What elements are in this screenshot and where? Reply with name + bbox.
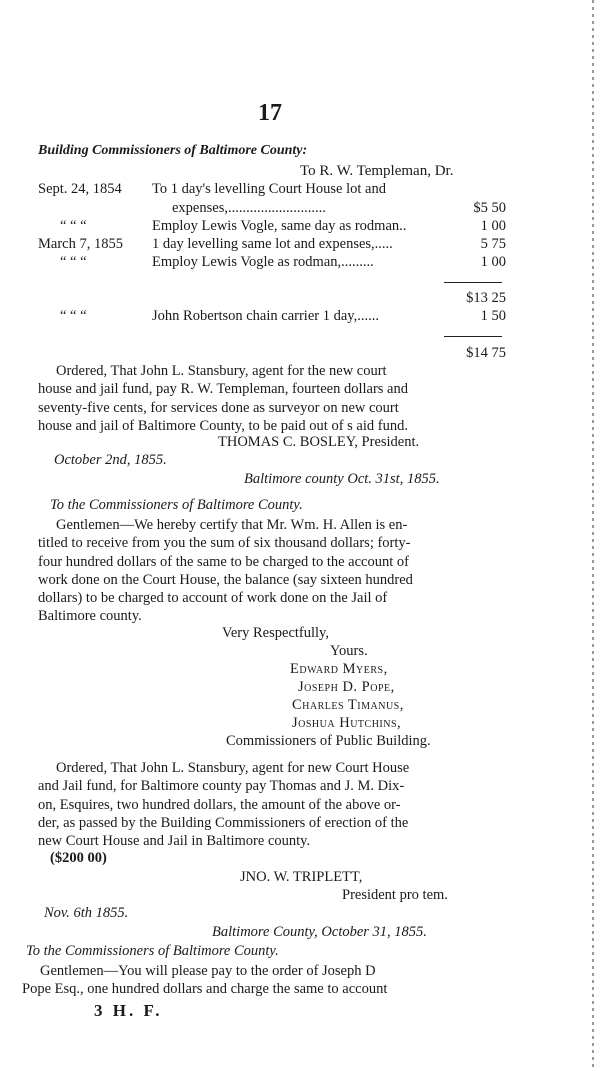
letter2-salutation: To the Commissioners of Baltimore County. [26, 943, 279, 959]
letter-line: Pope Esq., one hundred dollars and charge the same to account [22, 981, 388, 998]
letter-line: dollars) to be charged to account of work done on the Jail of [38, 590, 388, 607]
letter1-closing-yours: Yours. [330, 643, 368, 659]
ledger-text: 1 day levelling same lot and expenses,..... [152, 236, 393, 252]
letter1-dateline: Baltimore county Oct. 31st, 1855. [244, 471, 440, 487]
ledger-rule [444, 336, 502, 337]
order-line: house and jail of Baltimore County, to be paid out of s aid fund. [38, 417, 408, 434]
letter-line: Gentlemen—You will please pay to the order of Joseph D [40, 963, 376, 979]
order-line: house and jail fund, pay R. W. Templeman, fourteen dollars and [38, 381, 408, 398]
ledger-text: To 1 day's levelling Court House lot and [152, 181, 386, 197]
order1-date: October 2nd, 1855. [54, 452, 167, 468]
ledger-total: $14 75 [466, 345, 506, 361]
ledger-date: “ “ “ [60, 308, 87, 324]
letter1-signer: Edward Myers, [290, 661, 388, 677]
letter-line: Baltimore county. [38, 608, 142, 625]
ledger-rule [444, 282, 502, 283]
ledger-date: Sept. 24, 1854 [38, 181, 122, 197]
order2-signer: JNO. W. TRIPLETT, [240, 869, 363, 885]
ledger-text: Employ Lewis Vogle as rodman,......... [152, 254, 374, 270]
order-paragraph-2 [38, 759, 498, 850]
letter-line: titled to receive from you the sum of six thousand dollars; forty- [38, 535, 411, 552]
letter1-body [38, 516, 498, 626]
order1-signer: THOMAS C. BOSLEY, President. [218, 434, 420, 450]
page-edge-shadow [592, 0, 594, 1071]
ledger-text: expenses,........................... [172, 200, 326, 216]
ledger-date: March 7, 1855 [38, 236, 123, 252]
order-line: and Jail fund, for Baltimore county pay Thomas and J. M. Dix- [38, 778, 405, 795]
letter1-signer: Joshua Hutchins, [292, 715, 402, 731]
letter-line: work done on the Court House, the balance (say sixteen hundred [38, 571, 413, 588]
letter-line: four hundred dollars of the same to be charged to the account of [38, 553, 409, 570]
order-line: Ordered, That John L. Stansbury, agent for the new court [56, 363, 387, 379]
ledger-amount: 1 00 [480, 254, 506, 270]
ledger-row [38, 181, 122, 198]
order-line: seventy-five cents, for services done as surveyor on new court [38, 399, 399, 416]
order2-amount: ($200 00) [50, 850, 107, 866]
order2-date: Nov. 6th 1855. [44, 905, 129, 921]
letter2-dateline: Baltimore County, October 31, 1855. [212, 924, 427, 940]
order-line: on, Esquires, two hundred dollars, the amount of the above or- [38, 796, 401, 813]
letter1-salutation: To the Commissioners of Baltimore County. [50, 497, 303, 513]
ledger-subtotal: $13 25 [466, 290, 506, 306]
ledger-amount: 1 00 [480, 218, 506, 234]
heading-building-commissioners: Building Commissioners of Baltimore County: [38, 143, 308, 158]
ledger-date: “ “ “ [60, 254, 87, 270]
order2-signer-title: President pro tem. [342, 887, 448, 903]
ledger-text: Employ Lewis Vogle, same day as rodman.. [152, 218, 407, 234]
letter1-closing: Very Respectfully, [222, 625, 329, 641]
letter1-signers-title: Commissioners of Public Building. [226, 733, 431, 749]
letter-line: Gentlemen—We hereby certify that Mr. Wm. H. Allen is en- [56, 517, 408, 533]
letter1-signer: Joseph D. Pope, [298, 679, 395, 695]
order-line: Ordered, That John L. Stansbury, agent for new Court House [56, 760, 410, 776]
order-line: new Court House and Jail in Baltimore county. [38, 833, 311, 850]
ledger-amount: $5 50 [473, 200, 506, 216]
ledger-date: “ “ “ [60, 218, 87, 234]
signature-mark: 3 H. F. [94, 1001, 163, 1020]
ledger-text: John Robertson chain carrier 1 day,...... [152, 308, 379, 324]
ledger-amount: 5 75 [480, 236, 506, 252]
page-number: 17 [258, 100, 282, 126]
letter2-body [22, 962, 492, 999]
to-line: To R. W. Templeman, Dr. [300, 163, 454, 179]
order-line: der, as passed by the Building Commissioners of erection of the [38, 814, 409, 831]
letter1-signer: Charles Timanus, [292, 697, 404, 713]
ledger-amount: 1 50 [480, 308, 506, 324]
order-paragraph-1 [38, 362, 498, 435]
